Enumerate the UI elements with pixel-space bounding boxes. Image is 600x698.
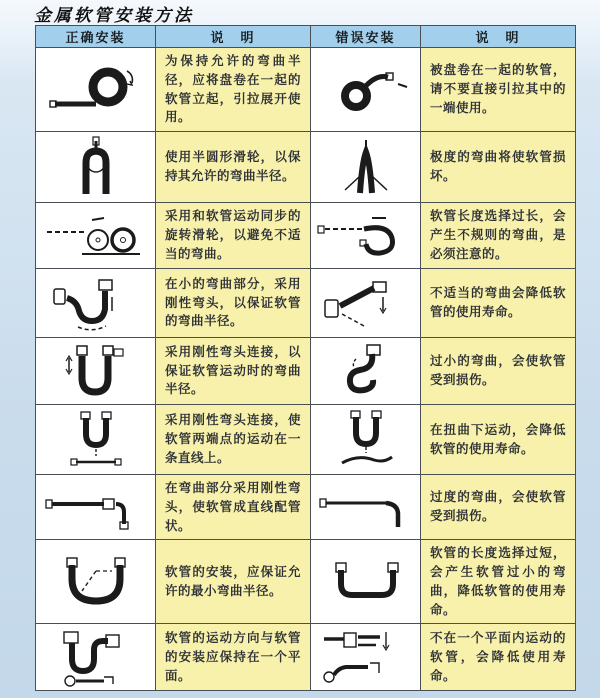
improper-bend-joint-icon: [316, 273, 416, 333]
correct-image-cell: [36, 405, 156, 475]
correct-image-cell: [36, 624, 156, 691]
minimum-bend-radius-u-icon: [42, 551, 150, 613]
correct-image-cell: [36, 203, 156, 269]
wrong-description: 过度的弯曲，会使软管受到损伤。: [421, 475, 576, 540]
wrong-image-cell: [311, 48, 421, 132]
wrong-description: 软管长度选择过长，会产生不规则的弯曲，是必须注意的。: [421, 203, 576, 269]
wrong-description: 过小的弯曲，会使软管受到损伤。: [421, 338, 576, 405]
rigid-elbow-small-bend-icon: [42, 271, 150, 335]
too-short-hose-icon: [316, 552, 416, 612]
correct-description: 软管的安装，应保证允许的最小弯曲半径。: [156, 540, 311, 624]
wrong-image-cell: [311, 475, 421, 540]
wrong-description: 极度的弯曲将使软管损坏。: [421, 132, 576, 203]
hose-coil-pulled-from-end-icon: [316, 60, 416, 120]
rigid-elbow-u-bend-icon: [42, 340, 150, 402]
correct-description: 在弯曲部分采用刚性弯头，使软管成直线配管状。: [156, 475, 311, 540]
twisted-motion-icon: [316, 409, 416, 471]
table-row: [36, 475, 576, 540]
single-plane-motion-icon: [42, 626, 150, 688]
hose-coil-standing-unrolled-icon: [42, 59, 150, 121]
correct-description: 软管的运动方向与软管的安装应保持在一个平面。: [156, 624, 311, 691]
excessive-bend-icon: [316, 478, 416, 536]
table-row: [36, 132, 576, 203]
wrong-description: 不在一个平面内运动的软管，会降低使用寿命。: [421, 624, 576, 691]
correct-image-cell: [36, 475, 156, 540]
too-small-bend-icon: [316, 341, 416, 401]
table-row: [36, 48, 576, 132]
header-wrong-install: 错误安装: [311, 26, 421, 48]
wrong-image-cell: [311, 540, 421, 624]
wrong-description: 被盘卷在一起的软管，请不要直接引拉其中的一端使用。: [421, 48, 576, 132]
correct-image-cell: [36, 338, 156, 405]
correct-description: 采用刚性弯头连接，使软管两端点的运动在一条直线上。: [156, 405, 311, 475]
installation-methods-table: [35, 25, 576, 691]
wrong-image-cell: [311, 405, 421, 475]
wrong-image-cell: [311, 269, 421, 338]
wrong-image-cell: [311, 624, 421, 691]
straight-piping-elbow-icon: [42, 478, 150, 536]
overlong-irregular-bend-icon: [316, 207, 416, 265]
wrong-description: 不适当的弯曲会降低软管的使用寿命。: [421, 269, 576, 338]
correct-image-cell: [36, 269, 156, 338]
correct-description: 使用半圆形滑轮，以保持其允许的弯曲半径。: [156, 132, 311, 203]
table-row: [36, 338, 576, 405]
correct-description: 为保持允许的弯曲半径，应将盘卷在一起的软管立起，引拉展开使用。: [156, 48, 311, 132]
wrong-image-cell: [311, 203, 421, 269]
correct-image-cell: [36, 132, 156, 203]
table-row: [36, 624, 576, 691]
page-title: 金属软管安装方法: [34, 6, 194, 26]
correct-description: 采用和软管运动同步的旋转滑轮，以避免不适当的弯曲。: [156, 203, 311, 269]
header-description-1: 说 明: [156, 26, 311, 48]
wrong-image-cell: [311, 132, 421, 203]
out-of-plane-motion-icon: [316, 626, 416, 688]
extreme-bend-hose-icon: [316, 137, 416, 197]
wrong-image-cell: [311, 338, 421, 405]
table-row: [36, 540, 576, 624]
header-description-2: 说 明: [421, 26, 576, 48]
correct-description: 采用刚性弯头连接，以保证软管运动时的弯曲半径。: [156, 338, 311, 405]
table-row: [36, 203, 576, 269]
wrong-description: 在扭曲下运动，会降低软管的使用寿命。: [421, 405, 576, 475]
correct-description: 在小的弯曲部分，采用刚性弯头，以保证软管的弯曲半径。: [156, 269, 311, 338]
synchronized-rotating-pulleys-icon: [42, 207, 150, 265]
table-row: [36, 405, 576, 475]
wrong-description: 软管的长度选择过短，会产生软管过小的弯曲，降低软管的使用寿命。: [421, 540, 576, 624]
semicircular-pulley-hose-icon: [44, 136, 148, 198]
header-row: [36, 26, 576, 48]
table-row: [36, 269, 576, 338]
correct-image-cell: [36, 48, 156, 132]
header-correct-install: 正确安装: [36, 26, 156, 48]
inline-endpoint-motion-icon: [42, 408, 150, 472]
correct-image-cell: [36, 540, 156, 624]
